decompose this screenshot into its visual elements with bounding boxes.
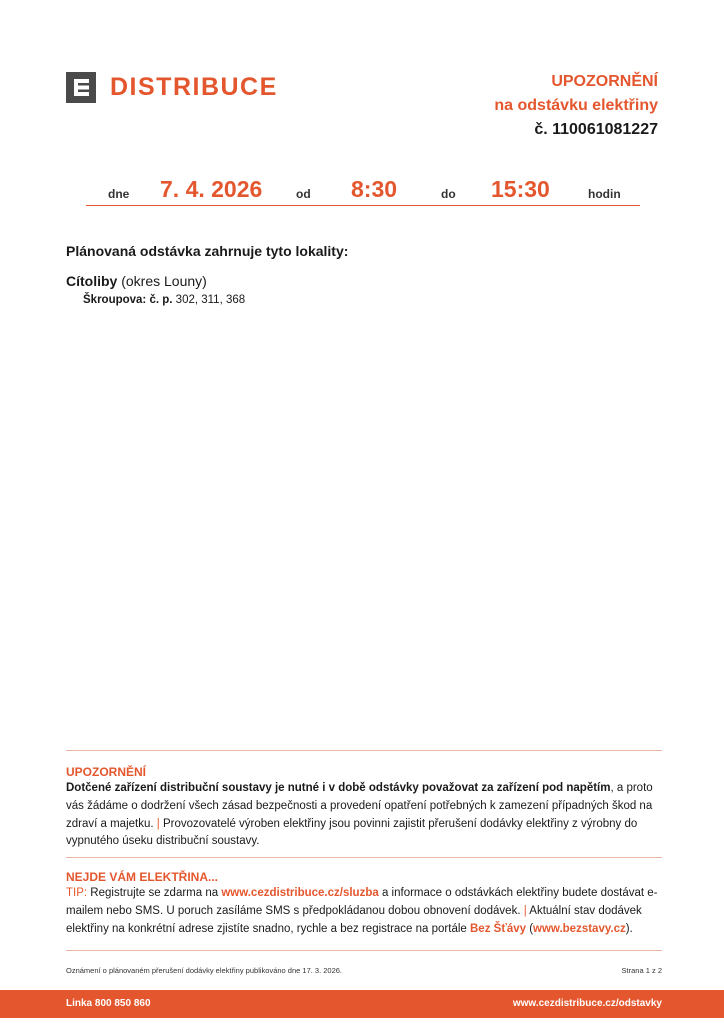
- warning-bold-text: Dotčené zařízení distribuční soustavy je nutné i v době odstávky považovat za zařízení pod napětím: [66, 782, 611, 794]
- hours-label: hodin: [588, 187, 621, 201]
- warning-text-a: , a proto vás žádáme o dodržení všech zásad bezpečnosti a provedení opatření potřebných k zamezení případných škod na zdraví a majetku.: [66, 782, 653, 830]
- brand-name: DISTRIBUCE: [110, 73, 278, 101]
- bezstavy-link[interactable]: www.bezstavy.cz: [533, 922, 626, 935]
- cez-logo-icon: [66, 72, 96, 103]
- time-to: 15:30: [491, 176, 550, 202]
- notice-title: UPOZORNĚNÍ: [551, 73, 658, 90]
- notice-heading: [494, 70, 658, 142]
- outages-web-link[interactable]: www.cezdistribuce.cz/odstavky: [512, 998, 662, 1009]
- tip-text-a: Registrujte se zdarma na: [87, 887, 222, 899]
- warning-text-b: Provozovatelé výroben elektřiny jsou povinni zajistit přerušení dodávky elektřiny z výrobny do vypnutého úseku distribuční soustavy.: [66, 817, 638, 848]
- notice-number: č. 110061081227: [534, 121, 658, 138]
- tip-label: TIP:: [66, 887, 88, 899]
- registration-link[interactable]: www.cezdistribuce.cz/sluzba: [221, 887, 379, 899]
- hotline-number[interactable]: Linka 800 850 860: [66, 998, 151, 1009]
- street-label: Škroupova: č. p.: [83, 294, 173, 306]
- divider: [66, 857, 662, 858]
- divider: [66, 950, 662, 951]
- divider: [66, 750, 662, 751]
- tip-text: [66, 885, 666, 938]
- location-city: [66, 273, 207, 289]
- publication-note: Oznámení o plánovaném přerušení dodávky elektřiny publikováno dne 17. 3. 2026.: [66, 966, 343, 975]
- page-number: Strana 1 z 2: [621, 966, 662, 975]
- time-from: 8:30: [351, 176, 398, 202]
- portal-name: Bez Šťávy: [470, 922, 527, 935]
- outage-date: 7. 4. 2026: [160, 176, 263, 202]
- location-street: [83, 294, 245, 306]
- street-numbers: 302, 311, 368: [175, 294, 246, 306]
- tip-title: NEJDE VÁM ELEKTŘINA...: [66, 870, 219, 884]
- notice-subtitle: na odstávku elektřiny: [494, 97, 658, 114]
- tip-text-d: (: [526, 922, 534, 935]
- locations-heading: Plánovaná odstávka zahrnuje tyto lokality:: [66, 243, 349, 259]
- datetime-underline: [86, 205, 640, 206]
- company-logo: [66, 72, 278, 103]
- outage-datetime-row: [86, 176, 640, 206]
- warning-text: [66, 780, 666, 851]
- warning-title: UPOZORNĚNÍ: [66, 765, 147, 779]
- to-label: do: [441, 187, 456, 201]
- separator: |: [523, 904, 527, 917]
- tip-text-c: Aktuální stav dodávek elektřiny na konkrétní adrese zjistíte snadno, rychle a bez registrace na portále: [66, 904, 642, 935]
- separator: |: [156, 817, 160, 830]
- from-label: od: [296, 187, 311, 201]
- date-label: dne: [108, 187, 130, 201]
- city-name: Cítoliby: [66, 273, 118, 289]
- tip-text-b: a informace o odstávkách elektřiny budete dostávat e-mailem nebo SMS. U poruch zasíláme SMS s předpokládanou dobou obnovení dodávek.: [66, 887, 658, 917]
- tip-text-e: ).: [625, 922, 633, 935]
- city-district: (okres Louny): [121, 273, 207, 289]
